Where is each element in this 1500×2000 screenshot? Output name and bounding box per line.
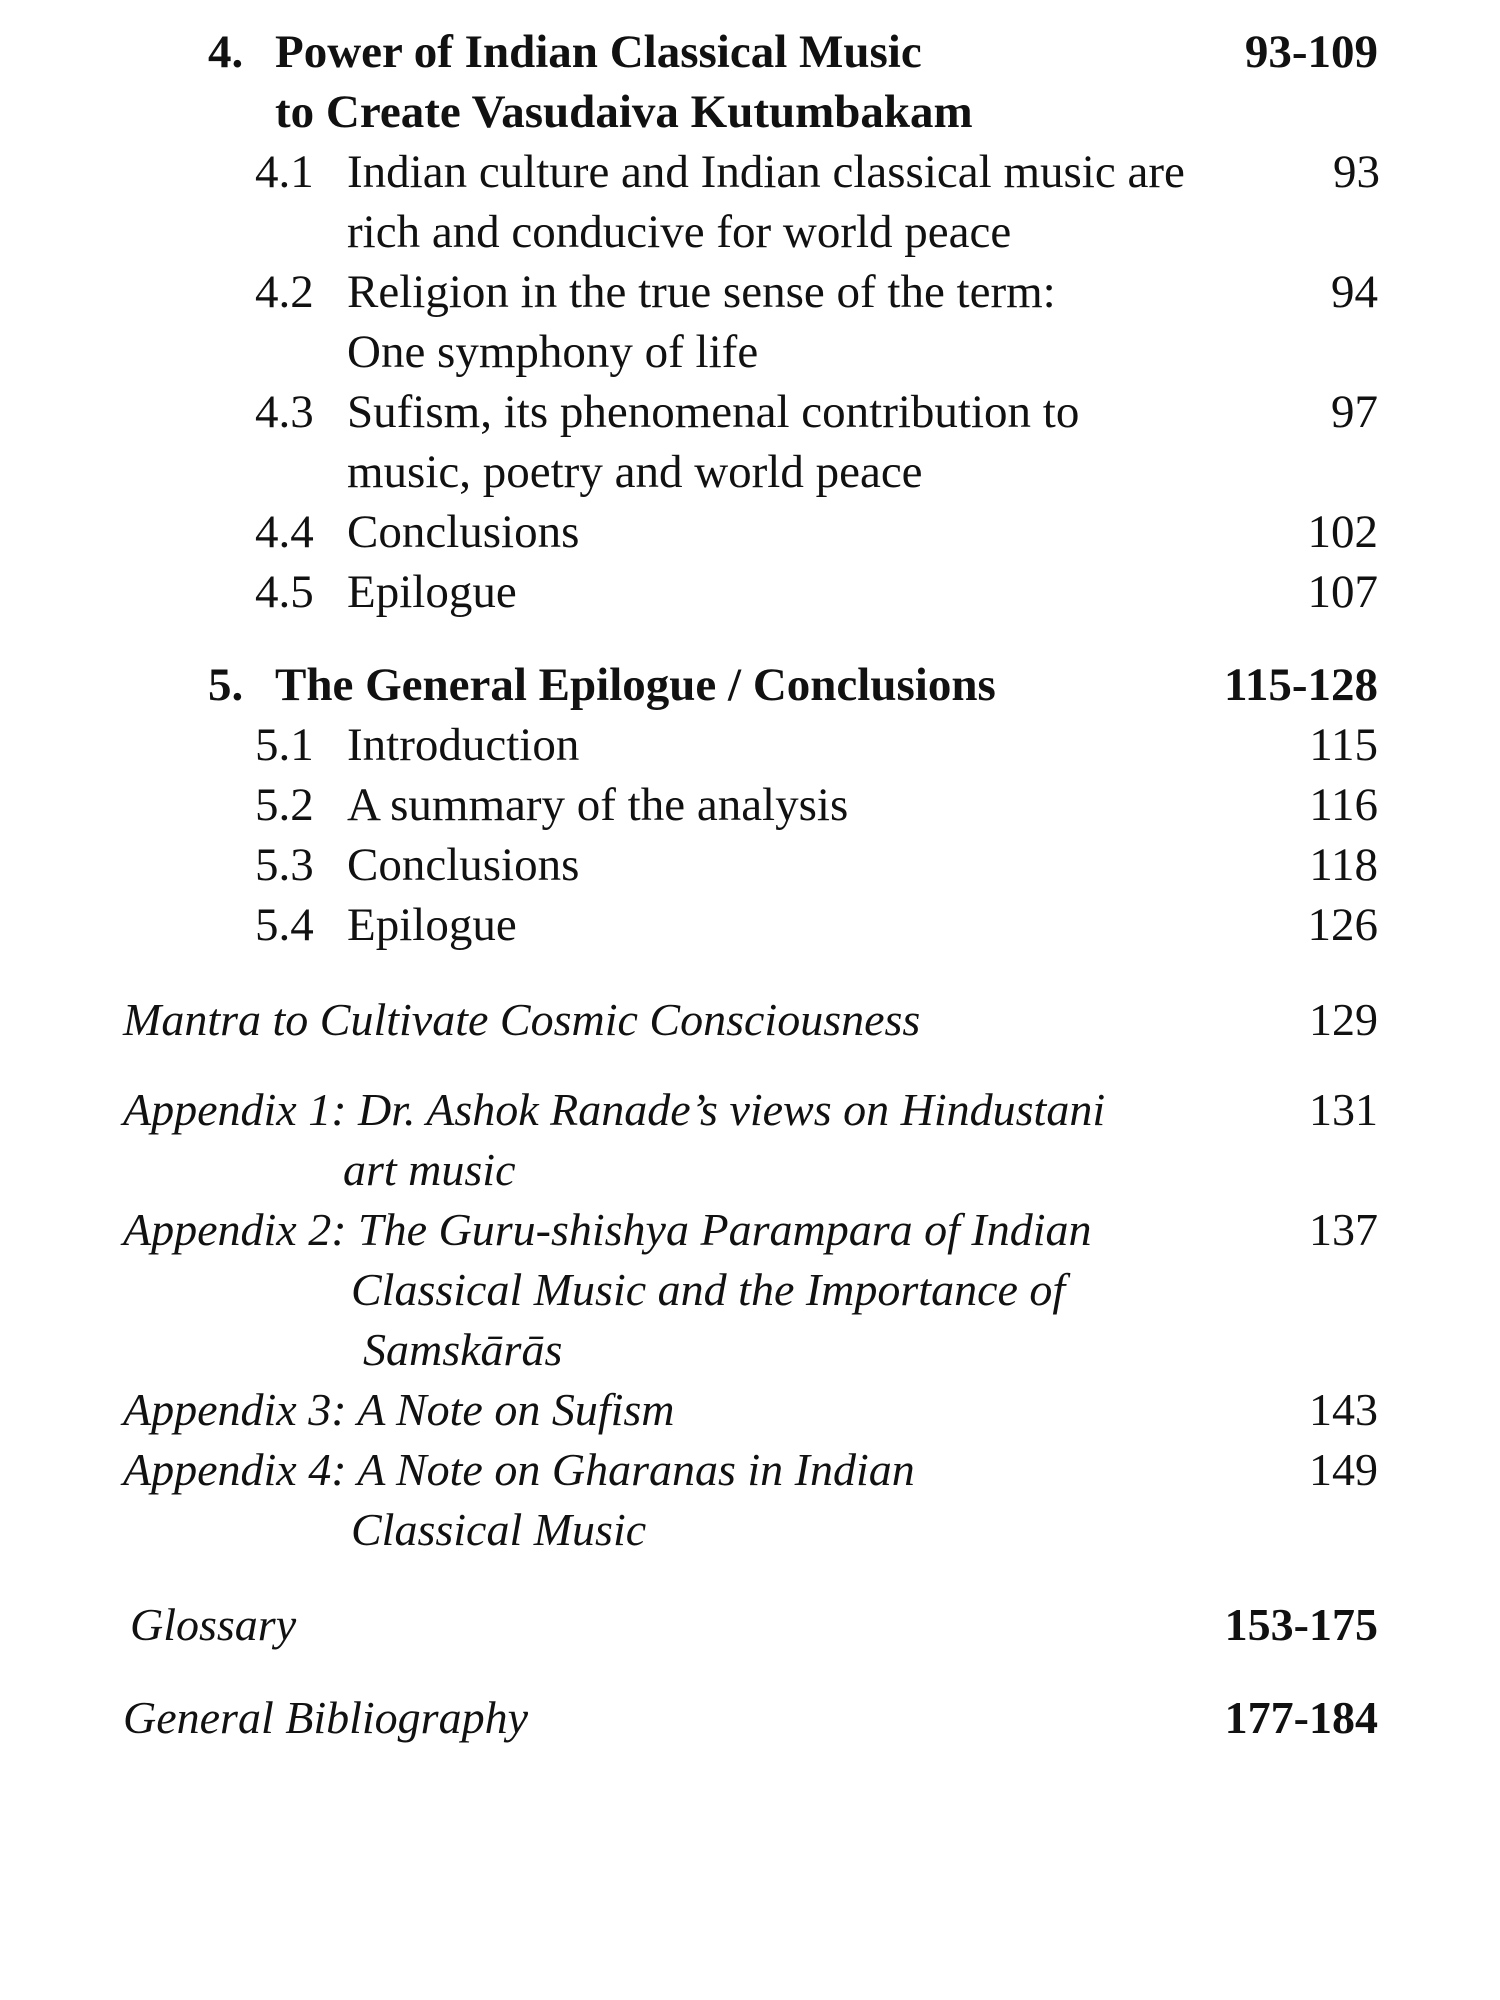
appendix-page: 143 bbox=[1309, 1384, 1378, 1435]
section-page: 126 bbox=[1307, 899, 1378, 951]
appendix-title-line-1: Appendix 3: A Note on Sufism bbox=[123, 1384, 675, 1435]
section-title-line-2: One symphony of life bbox=[347, 326, 759, 378]
toc-entry-5-3[interactable] bbox=[255, 835, 1378, 895]
section-number: 4.4 bbox=[255, 506, 314, 558]
glossary-pages: 153-175 bbox=[1224, 1599, 1378, 1650]
section-page: 116 bbox=[1309, 779, 1378, 831]
toc-entry-appendix-2[interactable] bbox=[123, 1200, 1378, 1380]
toc-entry-appendix-3[interactable] bbox=[123, 1380, 1378, 1440]
section-page: 107 bbox=[1307, 566, 1378, 618]
section-number: 4.2 bbox=[255, 266, 314, 318]
section-number: 4.1 bbox=[255, 146, 314, 198]
chapter-5-heading[interactable] bbox=[208, 655, 1378, 715]
appendix-title-line-3: Samskārās bbox=[363, 1324, 563, 1375]
toc-entry-5-2[interactable] bbox=[255, 775, 1378, 835]
appendix-title-line-1: Appendix 1: Dr. Ashok Ranade’s views on Hindustani bbox=[123, 1084, 1106, 1135]
section-number: 5.2 bbox=[255, 779, 314, 831]
section-number: 4.5 bbox=[255, 566, 314, 618]
section-page: 93 bbox=[1333, 146, 1380, 198]
mantra-page: 129 bbox=[1309, 994, 1378, 1045]
section-title-line-1: Religion in the true sense of the term: bbox=[347, 266, 1056, 318]
appendix-title-line-2: art music bbox=[343, 1144, 516, 1195]
chapter-5-number: 5. bbox=[208, 659, 244, 711]
section-page: 115 bbox=[1309, 719, 1378, 771]
toc-entry-bibliography[interactable] bbox=[123, 1688, 1378, 1748]
chapter-5-title: The General Epilogue / Conclusions bbox=[275, 659, 996, 711]
section-number: 5.3 bbox=[255, 839, 314, 891]
chapter-5-pages: 115-128 bbox=[1223, 659, 1378, 711]
toc-entry-appendix-1[interactable] bbox=[123, 1080, 1378, 1200]
section-page: 102 bbox=[1307, 506, 1378, 558]
toc-entry-5-4[interactable] bbox=[255, 895, 1378, 955]
appendix-page: 131 bbox=[1309, 1084, 1378, 1135]
section-title-line-1: Indian culture and Indian classical music are bbox=[347, 146, 1185, 198]
toc-entry-4-3[interactable] bbox=[255, 382, 1378, 502]
chapter-4-title-line-2: to Create Vasudaiva Kutumbakam bbox=[275, 86, 973, 138]
section-number: 4.3 bbox=[255, 386, 314, 438]
chapter-4-number: 4. bbox=[208, 26, 244, 78]
section-title-line-1: Epilogue bbox=[347, 566, 517, 618]
glossary-title: Glossary bbox=[130, 1599, 297, 1650]
bibliography-pages: 177-184 bbox=[1224, 1692, 1378, 1743]
section-page: 118 bbox=[1309, 839, 1378, 891]
chapter-4-pages: 93-109 bbox=[1244, 26, 1378, 78]
appendix-page: 137 bbox=[1309, 1204, 1378, 1255]
section-title-line-2: music, poetry and world peace bbox=[347, 446, 923, 498]
chapter-4-heading[interactable] bbox=[208, 22, 1378, 142]
section-title-line-1: Conclusions bbox=[347, 506, 580, 558]
chapter-4-title-line-1: Power of Indian Classical Music bbox=[275, 26, 922, 78]
toc-entry-4-4[interactable] bbox=[255, 502, 1378, 562]
bibliography-title: General Bibliography bbox=[123, 1692, 528, 1743]
section-title-line-2: rich and conducive for world peace bbox=[347, 206, 1012, 258]
appendix-title-line-2: Classical Music and the Importance of bbox=[351, 1264, 1066, 1315]
toc-entry-4-5[interactable] bbox=[255, 562, 1378, 622]
section-title-line-1: A summary of the analysis bbox=[347, 779, 849, 831]
toc-entry-mantra[interactable] bbox=[123, 990, 1378, 1050]
section-page: 94 bbox=[1331, 266, 1378, 318]
section-page: 97 bbox=[1331, 386, 1378, 438]
mantra-title: Mantra to Cultivate Cosmic Consciousness bbox=[123, 994, 921, 1045]
section-title-line-1: Sufism, its phenomenal contribution to bbox=[347, 386, 1080, 438]
appendix-title-line-1: Appendix 2: The Guru-shishya Parampara of Indian bbox=[123, 1204, 1092, 1255]
section-title-line-1: Epilogue bbox=[347, 899, 517, 951]
section-number: 5.4 bbox=[255, 899, 314, 951]
toc-entry-4-1[interactable] bbox=[255, 142, 1378, 262]
appendix-title-line-1: Appendix 4: A Note on Gharanas in Indian bbox=[123, 1444, 915, 1495]
toc-entry-appendix-4[interactable] bbox=[123, 1440, 1378, 1560]
appendix-page: 149 bbox=[1309, 1444, 1378, 1495]
section-number: 5.1 bbox=[255, 719, 314, 771]
toc-entry-glossary[interactable] bbox=[130, 1595, 1378, 1655]
section-title-line-1: Conclusions bbox=[347, 839, 580, 891]
toc-entry-5-1[interactable] bbox=[255, 715, 1378, 775]
section-title-line-1: Introduction bbox=[347, 719, 580, 771]
appendix-title-line-2: Classical Music bbox=[351, 1504, 647, 1555]
toc-entry-4-2[interactable] bbox=[255, 262, 1378, 382]
